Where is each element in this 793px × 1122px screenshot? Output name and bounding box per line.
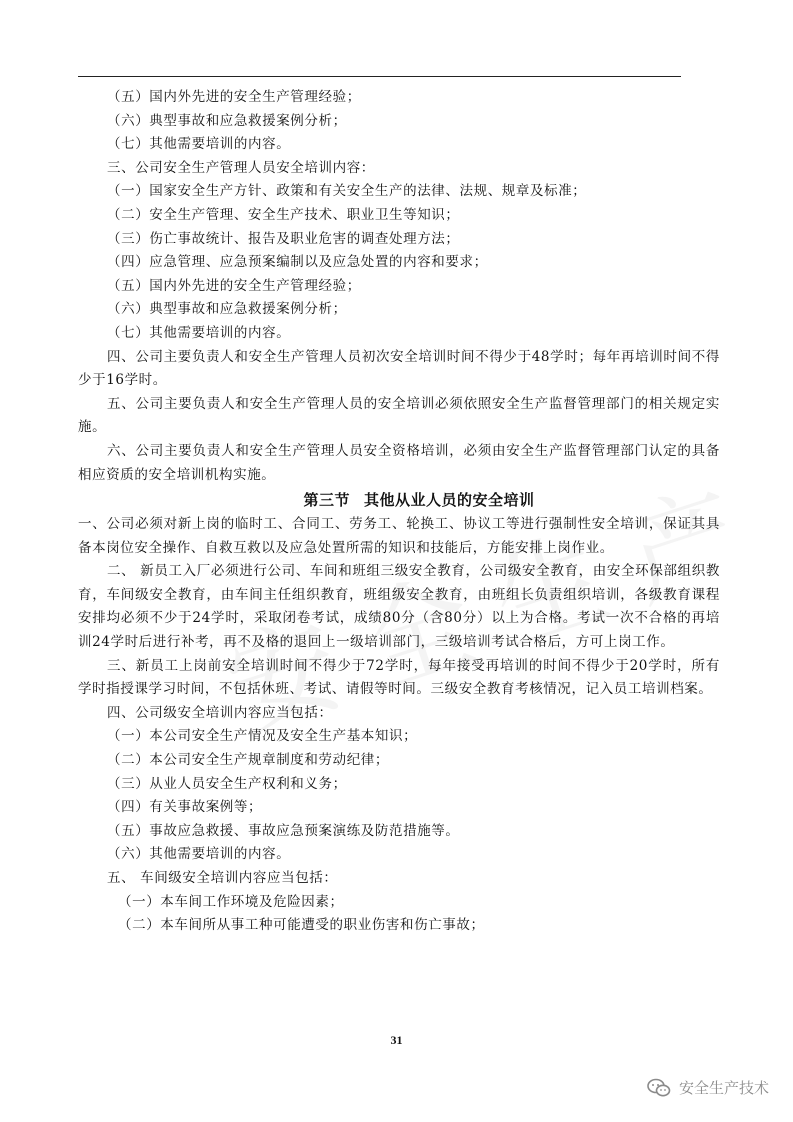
list-item: （一）国家安全生产方针、政策和有关安全生产的法律、法规、规章及标准； — [107, 183, 587, 200]
paragraph-training-hours: 四、公司主要负责人和安全生产管理人员初次安全培训时间不得少于48学时；每年再培训时间不得少于16学时。 — [78, 348, 720, 389]
section-four-title: 四、公司级安全培训内容应当包括： — [107, 704, 333, 721]
list-item: （三）伤亡事故统计、报告及职业危害的调查处理方法； — [107, 230, 460, 247]
list-item: （四）有关事故案例等； — [107, 799, 263, 816]
list-item: （四）应急管理、应急预案编制以及应急处置的内容和要求； — [107, 254, 488, 271]
list-item: （六）典型事故和应急救援案例分析； — [107, 112, 347, 129]
list-item: （六）典型事故和应急救援案例分析； — [107, 301, 347, 318]
paragraph-regulations: 五、公司主要负责人和安全生产管理人员的安全培训必须依照安全生产监督管理部门的相关规定实施。 — [78, 395, 720, 436]
section-three-title: 三、公司安全生产管理人员安全培训内容： — [107, 159, 375, 176]
section-five-title: 五、 车间级安全培训内容应当包括： — [107, 870, 338, 886]
brand-badge — [647, 1077, 769, 1098]
wechat-icon — [647, 1078, 671, 1098]
paragraph-onboarding-hours: 三、新员工上岗前安全培训时间不得少于72学时，每年接受再培训的时间不得少于20学时，所有学时指授课学习时间，不包括休班、考试、请假等时间。三级安全教育考核情况，记入员工培训档案。 — [78, 657, 720, 698]
list-item: （六）其他需要培训的内容。 — [107, 846, 291, 863]
list-item: （二）安全生产管理、安全生产技术、职业卫生等知识； — [107, 206, 460, 223]
section-number: 第三节 — [303, 491, 350, 510]
page-number: 31 — [390, 1033, 403, 1047]
page-body — [78, 86, 720, 938]
list-item: （七）其他需要培训的内容。 — [107, 136, 291, 153]
list-item: （三）从业人员安全生产权利和义务； — [107, 775, 347, 792]
list-item: （七）其他需要培训的内容。 — [107, 324, 291, 341]
list-item: （五）国内外先进的安全生产管理经验； — [107, 89, 361, 105]
list-item: （二）本车间所从事工种可能遭受的职业伤害和伤亡事故； — [118, 917, 485, 934]
list-item: （五）事故应急救援、事故应急预案演练及防范措施等。 — [107, 822, 460, 839]
list-item: （一）本车间工作环境及危险因素； — [118, 893, 344, 910]
list-item: （五）国内外先进的安全生产管理经验； — [107, 277, 361, 294]
header-rule — [78, 76, 681, 77]
section-title: 其他从业人员的安全培训 — [364, 491, 535, 510]
paragraph-mandatory-training: 一、公司必须对新上岗的临时工、合同工、劳务工、轮换工、协议工等进行强制性安全培训，保证其具备本岗位安全操作、自救互救以及应急处置所需的知识和技能后，方能安排上岗作业。 — [78, 516, 720, 556]
paragraph-qualification: 六、公司主要负责人和安全生产管理人员安全资格培训，必须由安全生产监督管理部门认定的具备相应资质的安全培训机构实施。 — [78, 442, 720, 483]
list-item: （一）本公司安全生产情况及安全生产基本知识； — [107, 728, 418, 745]
section-heading — [78, 487, 720, 513]
brand-label: 安全生产技术 — [678, 1079, 769, 1097]
paragraph-three-level-education: 二、 新员工入厂必须进行公司、车间和班组三级安全教育，公司级安全教育，由安全环保部组织教育，车间级安全教育，由车间主任组织教育，班组级安全教育，由班组长负责组织培训，各级教育课程安排均必须不少于24学时，采取闭卷考试，成绩80分（含80分）以上为合格。考试一次不合格的再培训24学时后进行补考，再不及格的退回上一级培训部门，三级培训考试合格后，方可上岗工作。 — [78, 563, 720, 651]
list-item: （二）本公司安全生产规章制度和劳动纪律； — [107, 752, 389, 769]
